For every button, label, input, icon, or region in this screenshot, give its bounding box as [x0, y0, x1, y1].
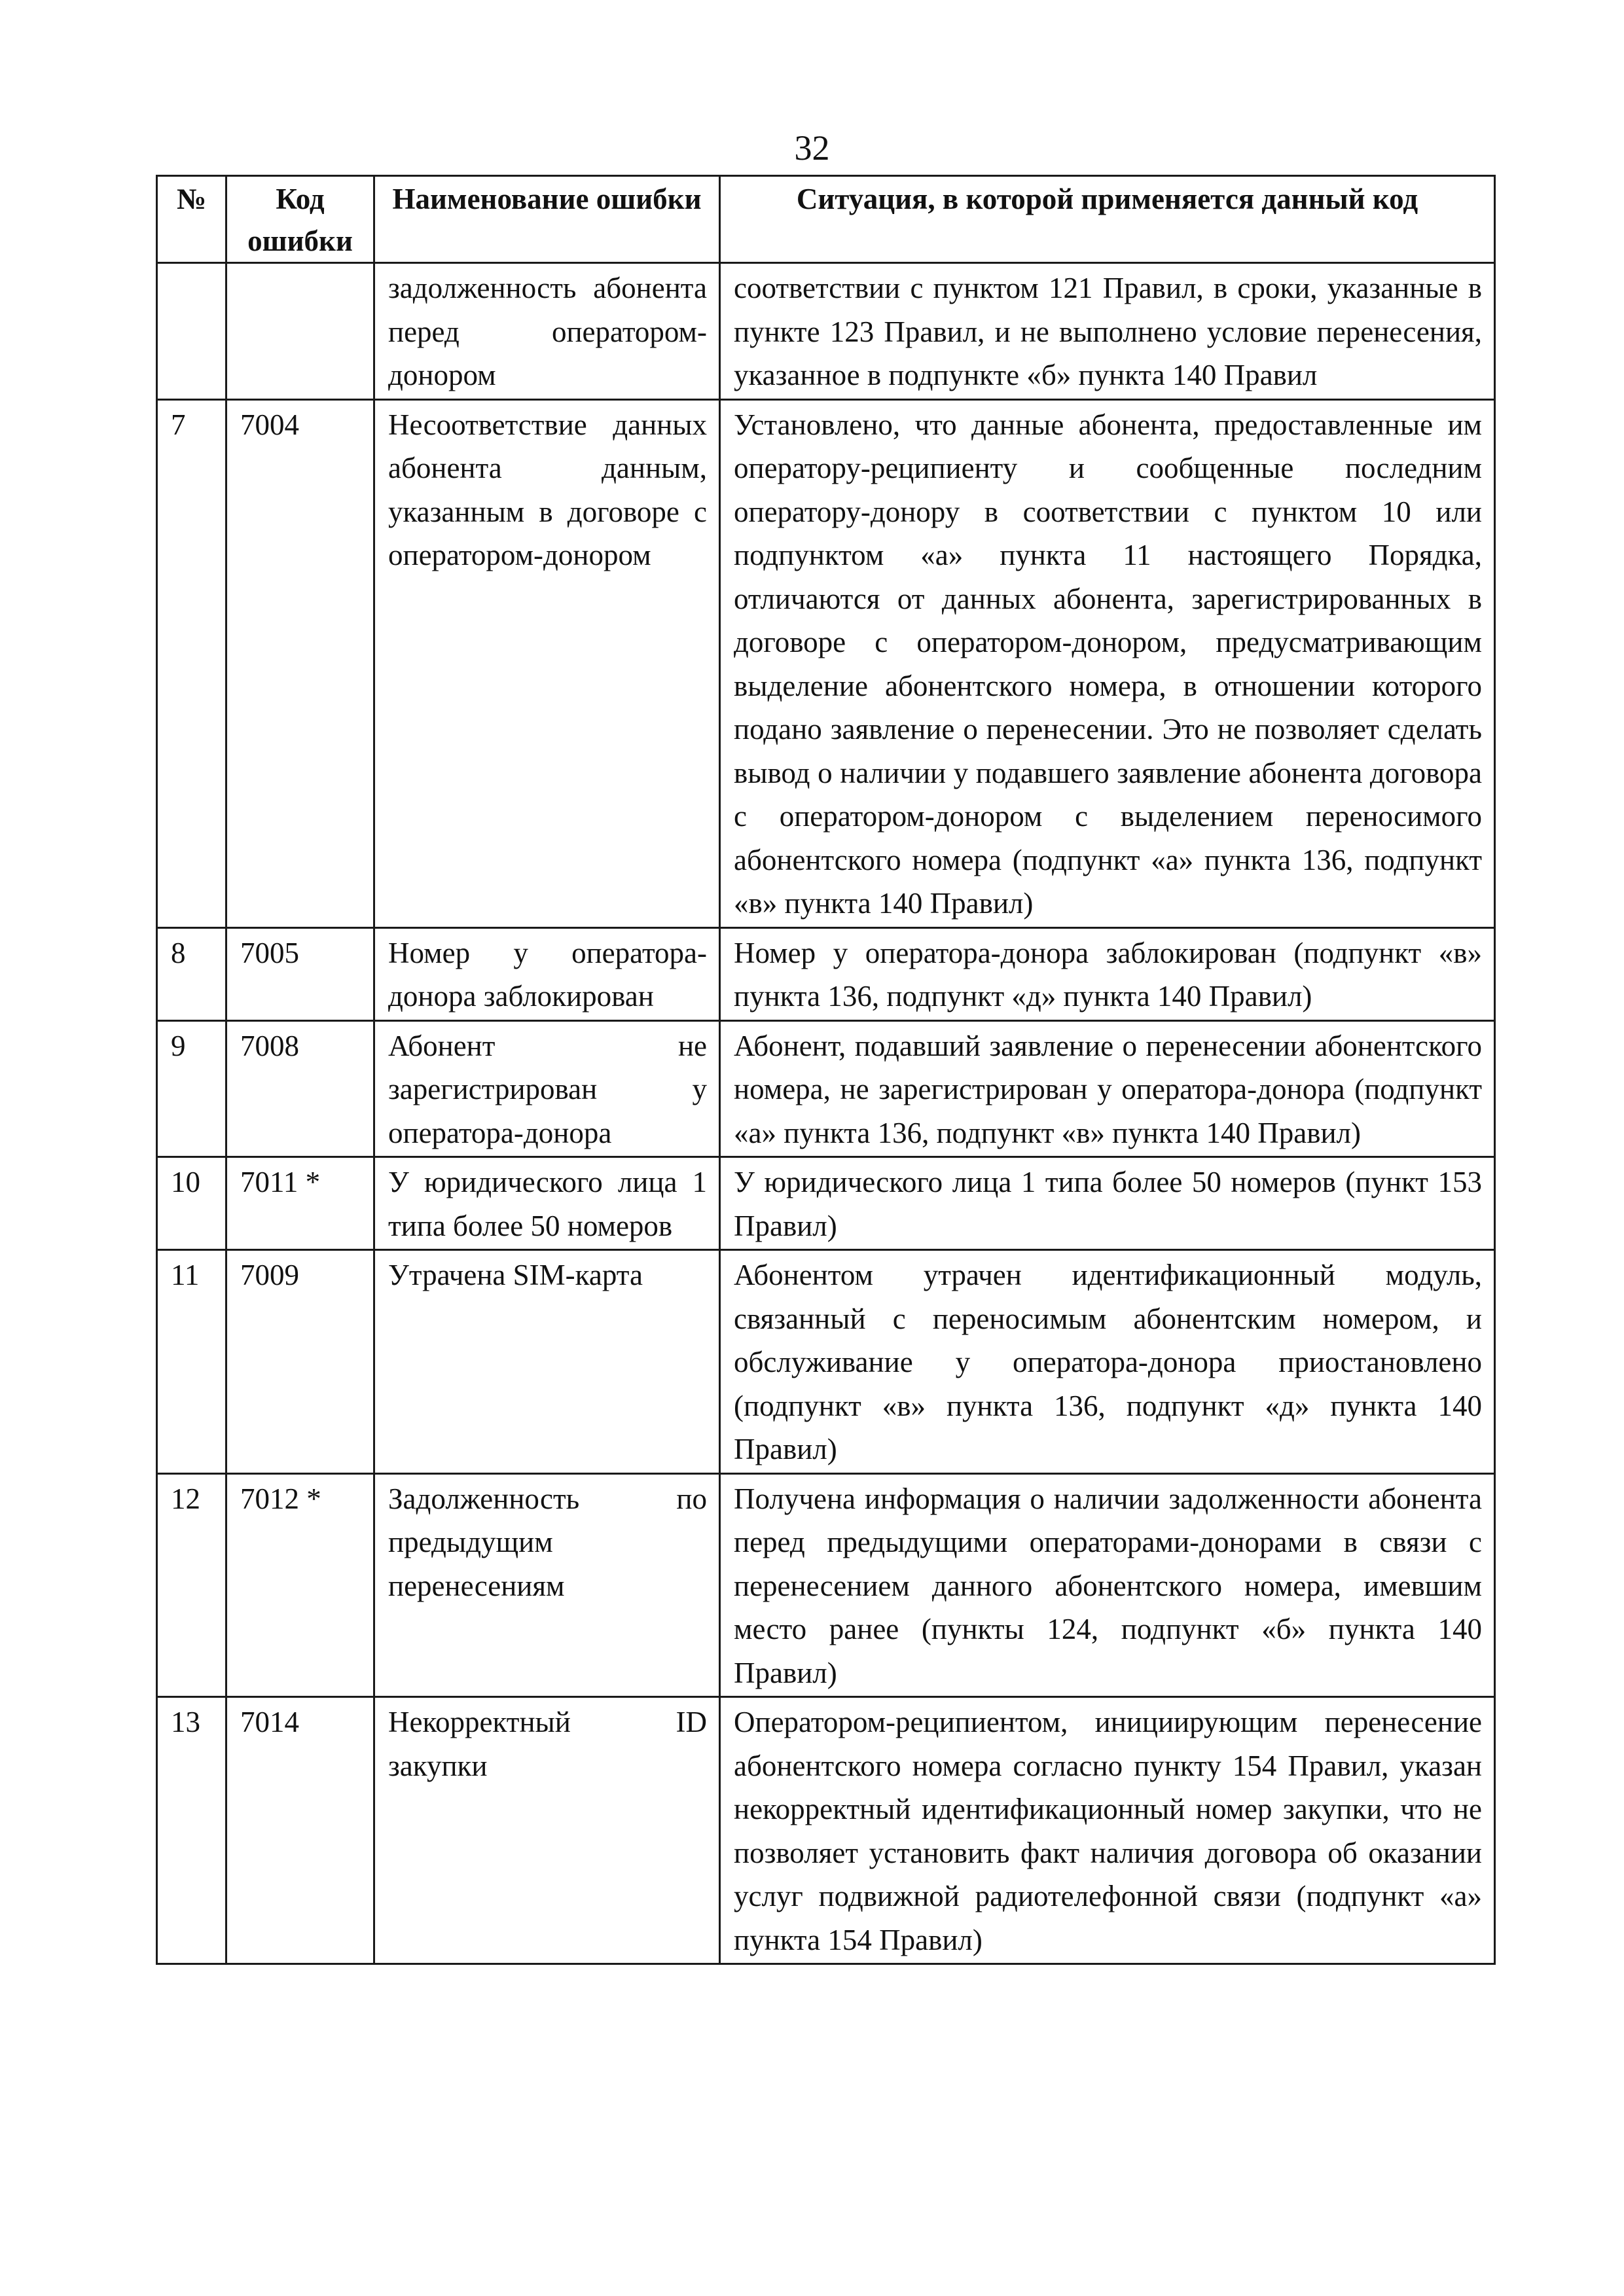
cell-num: 8 — [157, 927, 226, 1020]
cell-code: 7011 * — [226, 1157, 374, 1250]
cell-name: задолженность абонента перед оператором-донором — [374, 263, 720, 400]
cell-code: 7012 * — [226, 1473, 374, 1697]
cell-name: Абонент не зарегистрирован у оператора-донора — [374, 1020, 720, 1157]
cell-name: У юридического лица 1 типа более 50 номеров — [374, 1157, 720, 1250]
cell-code: 7014 — [226, 1697, 374, 1964]
cell-code: 7005 — [226, 927, 374, 1020]
cell-situation: Абонент, подавший заявление о перенесении абонентского номера, не зарегистрирован у оператора-донора (подпункт «а» пункта 136, подпункт «в» пункта 140 Правил) — [720, 1020, 1495, 1157]
cell-code — [226, 263, 374, 400]
table-row — [157, 1157, 1495, 1250]
cell-num — [157, 263, 226, 400]
cell-name: Задолженность по предыдущим перенесениям — [374, 1473, 720, 1697]
cell-situation: соответствии с пунктом 121 Правил, в сроки, указанные в пункте 123 Правил, и не выполнено условие перенесения, указанное в подпункте «б» пункта 140 Правил — [720, 263, 1495, 400]
cell-num: 11 — [157, 1250, 226, 1474]
header-name: Наименование ошибки — [374, 176, 720, 263]
cell-num: 13 — [157, 1697, 226, 1964]
cell-situation: Абонентом утрачен идентификационный модуль, связанный с переносимым абонентским номером, и обслуживание у оператора-донора приостановлено (подпункт «в» пункта 136, подпункт «д» пункта 140 Правил) — [720, 1250, 1495, 1474]
cell-situation: Установлено, что данные абонента, предоставленные им оператору-реципиенту и сообщенные последним оператору-донору в соответствии с пунктом 10 или подпунктом «а» пункта 11 настоящего Порядка, отличаются от данных абонента, зарегистрированных в договоре с оператором-донором, предусматривающим выделение абонентского номера, в отношении которого подано заявление о перенесении. Это не позволяет сделать вывод о наличии у подавшего заявление абонента договора с оператором-донором с выделением переносимого абонентского номера (подпункт «а» пункта 136, подпункт «в» пункта 140 Правил) — [720, 399, 1495, 927]
cell-situation: Номер у оператора-донора заблокирован (подпункт «в» пункта 136, подпункт «д» пункта 140 Правил) — [720, 927, 1495, 1020]
cell-name: Утрачена SIM-карта — [374, 1250, 720, 1474]
cell-num: 9 — [157, 1020, 226, 1157]
table-header-row — [157, 176, 1495, 263]
header-num: № — [157, 176, 226, 263]
cell-name: Некорректный ID закупки — [374, 1697, 720, 1964]
cell-num: 10 — [157, 1157, 226, 1250]
error-codes-table — [156, 175, 1496, 1965]
table-row — [157, 1697, 1495, 1964]
cell-code: 7004 — [226, 399, 374, 927]
table-row — [157, 263, 1495, 400]
cell-situation: Получена информация о наличии задолженности абонента перед предыдущими операторами-донорами в связи с перенесением данного абонентского номера, имевшим место ранее (пункты 124, подпункт «б» пункта 140 Правил) — [720, 1473, 1495, 1697]
table-row — [157, 399, 1495, 927]
cell-situation: У юридического лица 1 типа более 50 номеров (пункт 153 Правил) — [720, 1157, 1495, 1250]
table-row — [157, 1250, 1495, 1474]
cell-code: 7009 — [226, 1250, 374, 1474]
cell-code: 7008 — [226, 1020, 374, 1157]
table-row — [157, 927, 1495, 1020]
header-code: Код ошибки — [226, 176, 374, 263]
cell-name: Номер у оператора-донора заблокирован — [374, 927, 720, 1020]
cell-situation: Оператором-реципиентом, инициирующим перенесение абонентского номера согласно пункту 154 Правил, указан некорректный идентификационный номер закупки, что не позволяет установить факт наличия договора об оказании услуг подвижной радиотелефонной связи (подпункт «а» пункта 154 Правил) — [720, 1697, 1495, 1964]
header-situation: Ситуация, в которой применяется данный код — [720, 176, 1495, 263]
table-row — [157, 1020, 1495, 1157]
cell-name: Несоответствие данных абонента данным, указанным в договоре с оператором-донором — [374, 399, 720, 927]
page-number: 32 — [794, 128, 830, 168]
table-row — [157, 1473, 1495, 1697]
cell-num: 12 — [157, 1473, 226, 1697]
cell-num: 7 — [157, 399, 226, 927]
